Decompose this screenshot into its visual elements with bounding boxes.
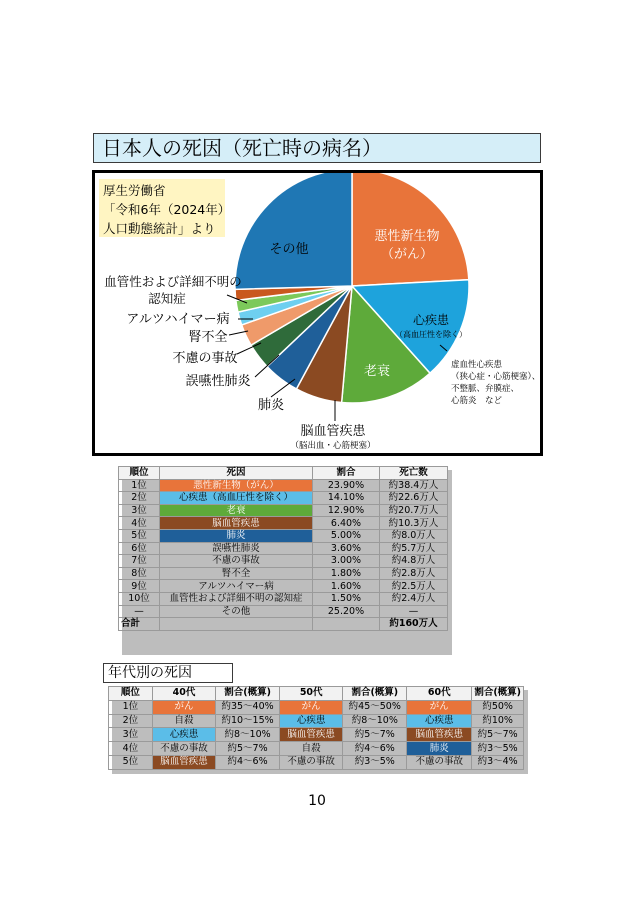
table-cell: 8位 [119, 567, 160, 580]
table-cell: 肺炎 [407, 742, 472, 756]
age-section-title: 年代別の死因 [103, 663, 233, 683]
table-row [119, 517, 448, 530]
table-cell: 悪性新生物（がん） [160, 479, 313, 492]
label-gan: 悪性新生物 [374, 229, 440, 244]
page-number: 10 [308, 793, 326, 809]
table-header: 順位 [109, 687, 153, 701]
table-cell: 12.90% [313, 504, 380, 517]
table-cell [160, 618, 313, 631]
table-cell: 4位 [109, 742, 153, 756]
table-header: 割合(概算) [472, 687, 524, 701]
table-header: 死亡数 [380, 467, 448, 480]
source-line: 人口動態統計」より [103, 221, 216, 236]
table-cell: 自殺 [152, 714, 215, 728]
cause-of-death-table [118, 466, 448, 631]
label-shin-sub: （高血圧性を除く） [395, 330, 467, 339]
table-header: 割合(概算) [216, 687, 280, 701]
table-cell: 25.20% [313, 605, 380, 618]
source-line: 「令和6年（2024年） [103, 202, 231, 217]
table-row [119, 542, 448, 555]
label-kyoketsu: 虚血性心疾患 [451, 360, 503, 370]
table-cell: 約4～6% [216, 755, 280, 769]
table-row [109, 755, 524, 769]
table-cell: がん [152, 700, 215, 714]
table-cell: 1.60% [313, 580, 380, 593]
table-cell: その他 [160, 605, 313, 618]
table-cell: — [119, 605, 160, 618]
label-kyoketsu-3: 不整脈、弁膜症、 [451, 384, 520, 394]
table-cell: 約8～10% [216, 728, 280, 742]
table-cell: 心疾患（高血圧性を除く） [160, 492, 313, 505]
table-cell: 約38.4万人 [380, 479, 448, 492]
label-shin: 心疾患 [412, 313, 450, 327]
table-row [109, 714, 524, 728]
table-cell: 腎不全 [160, 567, 313, 580]
table-cell: 不慮の事故 [280, 755, 343, 769]
label-kyoketsu-2: （狭心症・心筋梗塞）、 [451, 372, 540, 382]
table-cell: 3.60% [313, 542, 380, 555]
table-cell: 不慮の事故 [160, 555, 313, 568]
label-gan-sub: （がん） [380, 247, 434, 262]
table-cell: 9位 [119, 580, 160, 593]
table-cell: 約5.7万人 [380, 542, 448, 555]
table-cell: 約5～7% [343, 728, 407, 742]
label-nou: 脳血管疾患 [300, 424, 366, 439]
table-cell: がん [407, 700, 472, 714]
table-row [119, 492, 448, 505]
table-cell: 脳血管疾患 [280, 728, 343, 742]
table-cell: 約3～4% [472, 755, 524, 769]
table-header: 死因 [160, 467, 313, 480]
table-header: 順位 [119, 467, 160, 480]
table-cell: 5.00% [313, 529, 380, 542]
table-cell: 肺炎 [160, 529, 313, 542]
table-cell: 約5～7% [472, 728, 524, 742]
pie-chart-frame [92, 170, 543, 456]
total-label: 合計 [119, 618, 160, 631]
pie-chart [95, 173, 540, 453]
page-title: 日本人の死因（死亡時の病名） [93, 133, 541, 163]
table-cell: 23.90% [313, 479, 380, 492]
table-cell: 心疾患 [407, 714, 472, 728]
table-row [119, 555, 448, 568]
table-cell: がん [280, 700, 343, 714]
table-cell: 約45～50% [343, 700, 407, 714]
table-cell: 約10～15% [216, 714, 280, 728]
table-cell: 約22.6万人 [380, 492, 448, 505]
table-cell: 約10.3万人 [380, 517, 448, 530]
table-cell: 6.40% [313, 517, 380, 530]
table-cell: 4位 [119, 517, 160, 530]
table-row [119, 529, 448, 542]
table-cell: 脳血管疾患 [152, 755, 215, 769]
table-cell: 2位 [109, 714, 153, 728]
table-cell: 約4.8万人 [380, 555, 448, 568]
table-header: 50代 [280, 687, 343, 701]
table-cell: 1位 [109, 700, 153, 714]
table-cell [313, 618, 380, 631]
table-header: 割合(概算) [343, 687, 407, 701]
table-cell: 不慮の事故 [407, 755, 472, 769]
label-goen: 誤嚥性肺炎 [185, 374, 251, 389]
table-row [109, 700, 524, 714]
label-ninchi-sub: 認知症 [148, 291, 186, 306]
table-row [119, 567, 448, 580]
table-row [119, 605, 448, 618]
table-row [109, 728, 524, 742]
label-jin: 腎不全 [188, 330, 228, 345]
pie-slice-10 [235, 173, 352, 289]
table-cell: 約5～7% [216, 742, 280, 756]
table-cell: 老衰 [160, 504, 313, 517]
table-header: 40代 [152, 687, 215, 701]
table-total-row [119, 618, 448, 631]
table-cell: 5位 [119, 529, 160, 542]
table-header: 割合 [313, 467, 380, 480]
table-cell: 約2.5万人 [380, 580, 448, 593]
table-cell: 脳血管疾患 [407, 728, 472, 742]
table-cell: 6位 [119, 542, 160, 555]
label-ninchi: 血管性および詳細不明の [104, 274, 242, 289]
table-cell: — [380, 605, 448, 618]
table-cell: 血管性および詳細不明の認知症 [160, 592, 313, 605]
table-cell: 約8.0万人 [380, 529, 448, 542]
table-cell: 自殺 [280, 742, 343, 756]
table-cell: 5位 [109, 755, 153, 769]
table-cell: 7位 [119, 555, 160, 568]
table-cell: 約2.8万人 [380, 567, 448, 580]
age-cause-table [108, 686, 524, 770]
table-cell: 2位 [119, 492, 160, 505]
label-kyoketsu-4: 心筋炎 など [451, 396, 503, 406]
table-cell: 心疾患 [280, 714, 343, 728]
label-jiko: 不慮の事故 [172, 351, 238, 366]
label-rou: 老衰 [363, 364, 391, 379]
table-cell: 1.50% [313, 592, 380, 605]
table-cell: 1位 [119, 479, 160, 492]
table-row [119, 504, 448, 517]
label-sonota: その他 [269, 242, 309, 257]
table-cell: 脳血管疾患 [160, 517, 313, 530]
table-cell: 約3～5% [472, 742, 524, 756]
table-cell: 14.10% [313, 492, 380, 505]
source-line: 厚生労働省 [103, 183, 166, 198]
table-header-row [119, 467, 448, 480]
table-row [109, 742, 524, 756]
label-alz: アルツハイマー病 [126, 312, 230, 327]
table-cell: 約8～10% [343, 714, 407, 728]
table-cell: 約2.4万人 [380, 592, 448, 605]
table-cell: 3位 [119, 504, 160, 517]
table-cell: 約20.7万人 [380, 504, 448, 517]
table-cell: 約4～6% [343, 742, 407, 756]
table-cell: 10位 [119, 592, 160, 605]
table-row [119, 580, 448, 593]
table-row [119, 592, 448, 605]
table-cell: 1.80% [313, 567, 380, 580]
label-hai: 肺炎 [257, 398, 285, 413]
table-cell: 約10% [472, 714, 524, 728]
table-cell: 約50% [472, 700, 524, 714]
table-cell: アルツハイマー病 [160, 580, 313, 593]
table-cell: 誤嚥性肺炎 [160, 542, 313, 555]
label-nou-sub: （脳出血・心筋梗塞） [290, 441, 376, 451]
table-header: 60代 [407, 687, 472, 701]
table-cell: 心疾患 [152, 728, 215, 742]
table-cell: 3位 [109, 728, 153, 742]
table-row [119, 479, 448, 492]
table-cell: 約3～5% [343, 755, 407, 769]
total-value: 約160万人 [380, 618, 448, 631]
table-cell: 不慮の事故 [152, 742, 215, 756]
table-header-row [109, 687, 524, 701]
table-cell: 約35～40% [216, 700, 280, 714]
table-cell: 3.00% [313, 555, 380, 568]
